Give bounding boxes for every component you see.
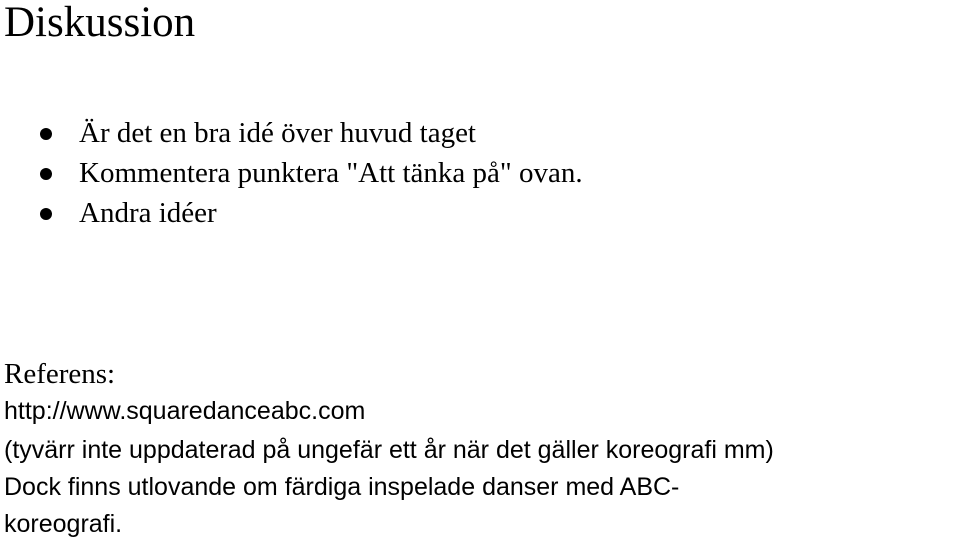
bullet-dot-icon [40,208,52,220]
bullet-item-1 [0,113,583,153]
note-line-2: Dock finns utlovande om färdiga inspelade danser med ABC- [4,473,680,501]
note-line-1: (tyvärr inte uppdaterad på ungefär ett år när det gäller koreografi mm) [4,436,774,464]
bullet-dot-icon [40,128,52,140]
discussion-bullet-list [0,113,583,233]
bullet-item-3 [0,193,583,233]
references-label: Referens: [4,358,116,390]
bullet-item-2 [0,153,583,193]
reference-url[interactable]: http://www.squaredanceabc.com [4,397,366,425]
reference-note [4,432,954,543]
bullet-text-1: Är det en bra idé över huvud taget [79,117,476,149]
bullet-text-3: Andra idéer [79,197,217,229]
bullet-text-2: Kommentera punktera "Att tänka på" ovan. [79,157,583,189]
bullet-dot-icon [40,168,52,180]
note-line-3: koreografi. [4,510,123,538]
page-title: Diskussion [4,0,196,46]
